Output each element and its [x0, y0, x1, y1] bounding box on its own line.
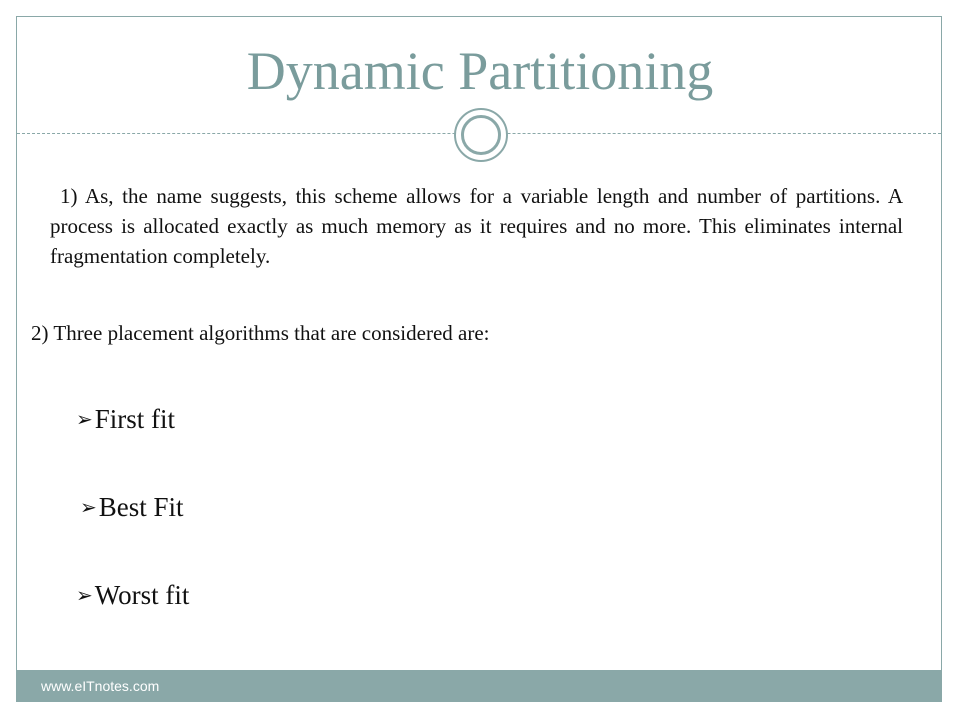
- bullet-worst-fit: [76, 577, 189, 616]
- arrow-bullet-icon: ➢: [76, 409, 93, 431]
- circle-ornament-icon: [454, 108, 508, 162]
- bullet-label: Worst fit: [94, 580, 190, 610]
- bullet-best-fit: [80, 489, 184, 528]
- footer-url: www.eITnotes.com: [41, 678, 160, 694]
- paragraph-2: 2) Three placement algorithms that are considered are:: [31, 321, 490, 345]
- footer-bar: [17, 670, 941, 701]
- arrow-bullet-icon: ➢: [80, 497, 97, 519]
- arrow-bullet-icon: ➢: [76, 585, 93, 607]
- bullet-label: First fit: [94, 404, 176, 434]
- circle-ornament-inner: [461, 115, 501, 155]
- paragraph-1: 1) As, the name suggests, this scheme allows for a variable length and number of partitions. A process is allocated exactly as much memory as it requires and no more. This eliminates internal fragmentation completely.: [50, 184, 903, 268]
- bullet-label: Best Fit: [98, 492, 184, 522]
- bullet-first-fit: [76, 401, 175, 440]
- slide-title: Dynamic Partitioning: [246, 41, 714, 101]
